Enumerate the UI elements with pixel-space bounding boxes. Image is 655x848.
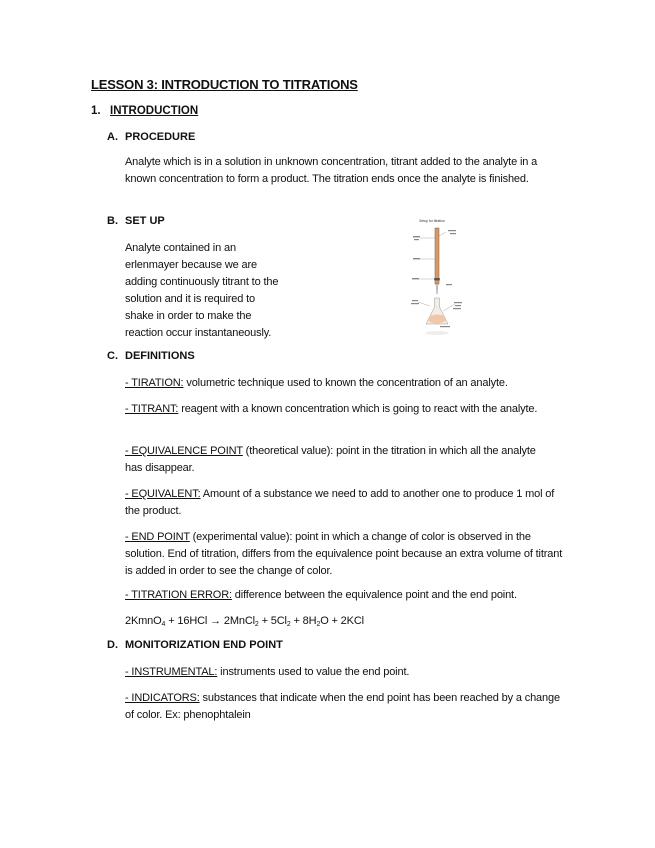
stopcock — [434, 278, 440, 280]
equation-part: 2KmnO — [125, 615, 162, 627]
definition-term: - EQUIVALENCE POINT — [125, 445, 243, 457]
definitions-heading — [107, 350, 195, 362]
equation-subscript: 2 — [286, 621, 291, 628]
monitorization-term: - INDICATORS: — [125, 692, 200, 704]
equation-subscript: 2 — [254, 621, 259, 628]
lesson-title: LESSON 3: INTRODUCTION TO TITRATIONS — [91, 77, 358, 92]
procedure-title: PROCEDURE — [125, 131, 196, 143]
burette-tip — [436, 284, 438, 294]
monitorization-title: MONITORIZATION END POINT — [125, 639, 283, 651]
definition-term: - TIRATION: — [125, 377, 184, 389]
definition-term: - EQUIVALENT: — [125, 488, 201, 500]
burette — [435, 228, 439, 284]
definition-term: - TITRANT: — [125, 403, 179, 415]
equation-part: + 16HCl — [165, 615, 211, 627]
figure-title: Setup for titration — [419, 219, 445, 223]
definition-term: - TITRATION ERROR: — [125, 589, 232, 601]
titration-setup-figure — [410, 214, 466, 336]
section-title: INTRODUCTION — [110, 105, 199, 117]
monitorization-instrumental — [125, 664, 565, 681]
equation-part: O + 2KCl — [320, 615, 364, 627]
definition-text: Amount of a substance we need to add to another one to produce 1 mol of the product. — [125, 488, 555, 517]
definition-text: volumetric technique used to known the concentration of an analyte. — [183, 377, 508, 389]
setup-text — [125, 240, 325, 342]
section-introduction-heading — [91, 105, 198, 117]
definition-end-point — [125, 529, 565, 580]
definitions-title: DEFINITIONS — [125, 350, 195, 362]
monitorization-indicators — [125, 690, 570, 724]
reaction-arrow-icon: → — [210, 615, 221, 627]
definition-text: difference between the equivalence point and the end point. — [231, 589, 517, 601]
equation-subscript: 2 — [316, 621, 321, 628]
procedure-letter: A. — [107, 131, 118, 143]
procedure-heading — [107, 131, 195, 143]
setup-line: erlenmayer because we are — [125, 259, 257, 271]
analyte-solution — [428, 315, 446, 324]
equation-part: 2MnCl — [220, 615, 255, 627]
definition-titrant — [125, 401, 555, 418]
definition-text: (experimental value): point in which a change of color is observed in the solution. End of titration, differs from the equivalence point because an extra volume of titrant is added in order to see the change of color. — [125, 531, 563, 577]
definition-titration-error — [125, 587, 565, 604]
definition-tiration — [125, 375, 565, 392]
procedure-text: Analyte which is in a solution in unknown concentration, titrant added to the analyte in a known concentration to form a product. The titration ends once the analyte is finished. — [125, 156, 538, 185]
setup-line: adding continuously titrant to the — [125, 276, 279, 288]
setup-line: Analyte contained in an — [125, 242, 236, 254]
reaction-equation — [125, 613, 565, 633]
monitorization-letter: D. — [107, 639, 118, 651]
setup-line: solution and it is required to — [125, 293, 256, 305]
setup-line: shake in order to make the — [125, 310, 252, 322]
definitions-letter: C. — [107, 350, 118, 362]
definition-text: (theoretical value): point in the titration in which all the analyte has disappear. — [125, 445, 536, 474]
monitorization-term: - INSTRUMENTAL: — [125, 666, 218, 678]
monitorization-heading — [107, 639, 283, 651]
equation-part: + 8H — [290, 615, 317, 627]
definition-text: reagent with a known concentration which is going to react with the analyte. — [178, 403, 538, 415]
setup-line: reaction occur instantaneously. — [125, 327, 272, 339]
monitorization-text: substances that indicate when the end point has been reached by a change of color. Ex: phenophtalein — [125, 692, 560, 721]
definition-equivalent — [125, 486, 570, 520]
definition-term: - END POINT — [125, 531, 190, 543]
equation-subscript: 4 — [161, 621, 166, 628]
setup-letter: B. — [107, 215, 118, 227]
setup-heading — [107, 215, 165, 227]
section-number: 1. — [91, 105, 101, 117]
definition-equivalence-point — [125, 443, 555, 477]
equation-part: + 5Cl — [258, 615, 287, 627]
magnetic-stirrer — [425, 331, 449, 335]
setup-title: SET UP — [125, 215, 165, 227]
monitorization-text: instruments used to value the end point. — [217, 666, 410, 678]
